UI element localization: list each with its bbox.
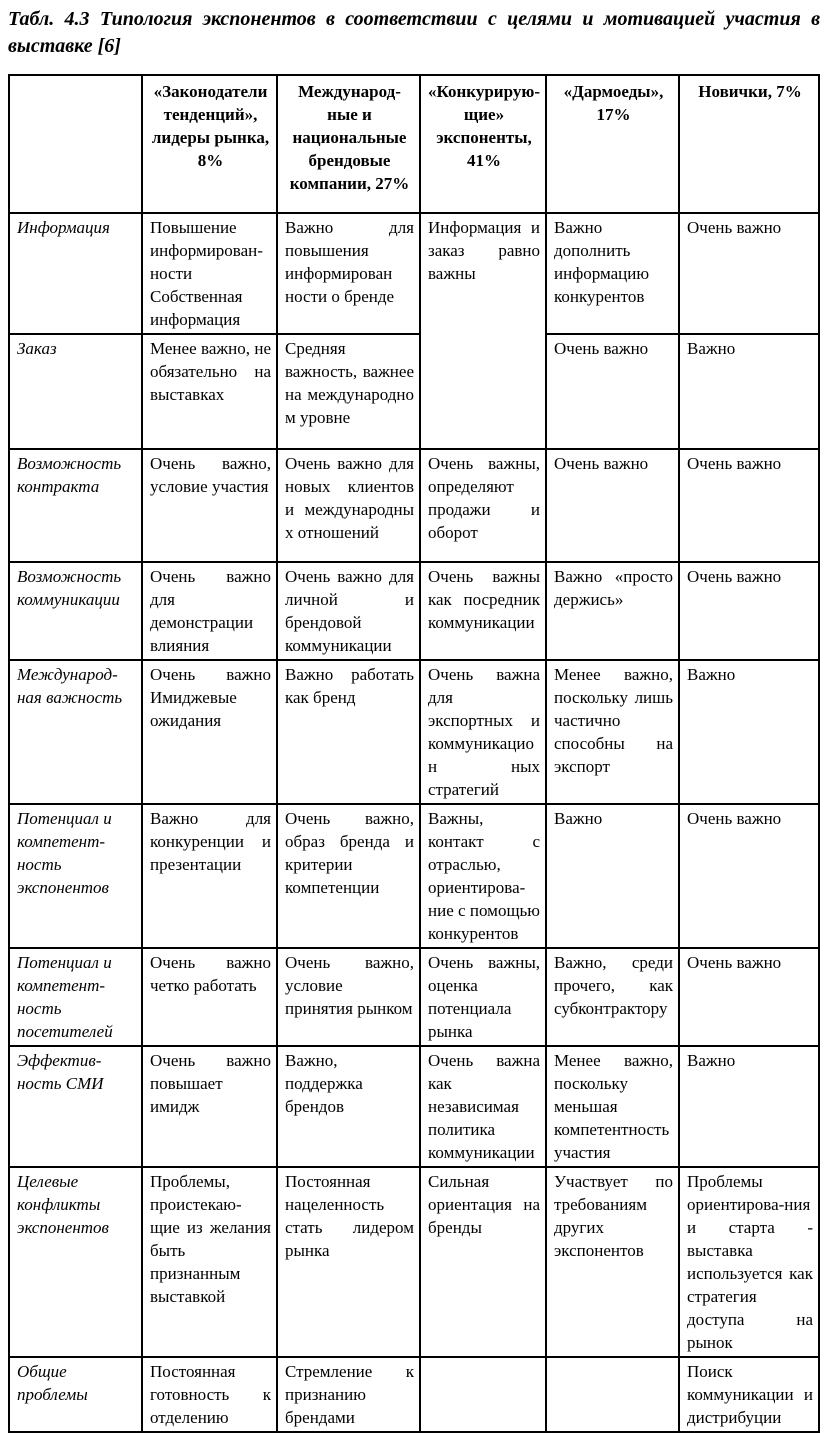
table-cell: Очень важно <box>679 562 819 660</box>
table-row <box>9 562 819 660</box>
header-cell-brand-companies: Международ-ные и национальные брендовые компании, 27% <box>277 75 420 213</box>
row-label: Целевые конфликты экспонентов <box>9 1167 142 1357</box>
table-cell: Очень важна как независимая политика коммуникации <box>420 1046 546 1167</box>
header-cell-newcomers: Новички, 7% <box>679 75 819 213</box>
table-cell <box>420 1357 546 1432</box>
table-row <box>9 1167 819 1357</box>
table-cell: Постоянная готовность к отделению <box>142 1357 277 1432</box>
table-row <box>9 804 819 948</box>
table-cell: Участвует по требованиям других экспонентов <box>546 1167 679 1357</box>
table-row <box>9 948 819 1046</box>
row-label: Потенциал и компетент-ность экспонентов <box>9 804 142 948</box>
table-cell: Поиск коммуникации и дистрибуции <box>679 1357 819 1432</box>
table-cell: Важно, среди прочего, как субконтрактору <box>546 948 679 1046</box>
table-cell: Очень важны, определяют продажи и оборот <box>420 449 546 562</box>
table-cell: Очень важно <box>546 449 679 562</box>
table-cell: Стремление к признанию брендами <box>277 1357 420 1432</box>
typology-table <box>8 74 820 1433</box>
table-cell: Сильная ориентация на бренды <box>420 1167 546 1357</box>
table-cell: Важны, контакт с отраслью, ориентирова-ние с помощью конкурентов <box>420 804 546 948</box>
table-cell: Важно для конкуренции и презентации <box>142 804 277 948</box>
table-cell: Очень важно четко работать <box>142 948 277 1046</box>
table-caption: Табл. 4.3 Типология экспонентов в соответствии с целями и мотивацией участия в выставке [6] <box>8 8 820 57</box>
table-cell: Менее важно, поскольку лишь частично способны на экспорт <box>546 660 679 804</box>
row-label: Потенциал и компетент-ность посетителей <box>9 948 142 1046</box>
table-cell: Очень важно Имиджевые ожидания <box>142 660 277 804</box>
table-cell: Очень важно для личной и брендовой коммуникации <box>277 562 420 660</box>
table-cell: Важно дополнить информацию конкурентов <box>546 213 679 334</box>
table-cell: Постоянная нацеленность стать лидером рынка <box>277 1167 420 1357</box>
row-label: Возможность коммуникации <box>9 562 142 660</box>
table-cell: Важно «просто держись» <box>546 562 679 660</box>
table-cell: Очень важно <box>679 449 819 562</box>
table-cell: Очень важно <box>679 804 819 948</box>
table-cell: Очень важны, оценка потенциала рынка <box>420 948 546 1046</box>
table-cell-merged: Информация и заказ равно важны <box>420 213 546 449</box>
table-cell: Важно <box>546 804 679 948</box>
table-cell: Очень важно <box>679 948 819 1046</box>
table-cell: Очень важно <box>679 213 819 334</box>
header-cell-trendsetters: «Законодатели тенденций», лидеры рынка, 8% <box>142 75 277 213</box>
table-cell: Очень важна для экспортных и коммуникацион ных стратегий <box>420 660 546 804</box>
table-cell: Очень важно, условие участия <box>142 449 277 562</box>
table-cell: Важно для повышения информирован ности о бренде <box>277 213 420 334</box>
header-cell-competing: «Конкурирую-щие» экспоненты, 41% <box>420 75 546 213</box>
table-cell: Важно <box>679 660 819 804</box>
header-cell-freeloaders: «Дармоеды», 17% <box>546 75 679 213</box>
table-row <box>9 1357 819 1432</box>
table-cell: Очень важно для новых клиентов и международны х отношений <box>277 449 420 562</box>
table-cell: Важно <box>679 334 819 449</box>
table-cell: Очень важно для демонстрации влияния <box>142 562 277 660</box>
table-cell: Проблемы ориентирова-ния и старта - выставка используется как стратегия доступа на рынок <box>679 1167 819 1357</box>
table-row <box>9 334 819 449</box>
table-row <box>9 1046 819 1167</box>
table-cell: Важно, поддержка брендов <box>277 1046 420 1167</box>
row-label: Общие проблемы <box>9 1357 142 1432</box>
row-label: Заказ <box>9 334 142 449</box>
table-cell: Очень важно, условие принятия рынком <box>277 948 420 1046</box>
row-label: Возможность контракта <box>9 449 142 562</box>
table-cell <box>546 1357 679 1432</box>
table-row <box>9 660 819 804</box>
header-cell-empty <box>9 75 142 213</box>
table-cell: Важно <box>679 1046 819 1167</box>
table-cell: Менее важно, поскольку меньшая компетентность участия <box>546 1046 679 1167</box>
row-label: Эффектив-ность СМИ <box>9 1046 142 1167</box>
table-cell: Очень важно повышает имидж <box>142 1046 277 1167</box>
table-cell: Средняя важность, важнее на международно м уровне <box>277 334 420 449</box>
table-cell: Очень важно, образ бренда и критерии компетенции <box>277 804 420 948</box>
table-cell: Менее важно, не обязательно на выставках <box>142 334 277 449</box>
table-cell: Очень важно <box>546 334 679 449</box>
row-label: Международ-ная важность <box>9 660 142 804</box>
row-label: Информация <box>9 213 142 334</box>
table-header-row <box>9 75 819 213</box>
table-cell: Важно работать как бренд <box>277 660 420 804</box>
table-cell: Проблемы, проистекаю-щие из желания быть признанным выставкой <box>142 1167 277 1357</box>
table-row <box>9 213 819 334</box>
table-cell: Повышение информирован-ности Собственная информация <box>142 213 277 334</box>
table-row <box>9 449 819 562</box>
table-cell: Очень важны как посредник коммуникации <box>420 562 546 660</box>
